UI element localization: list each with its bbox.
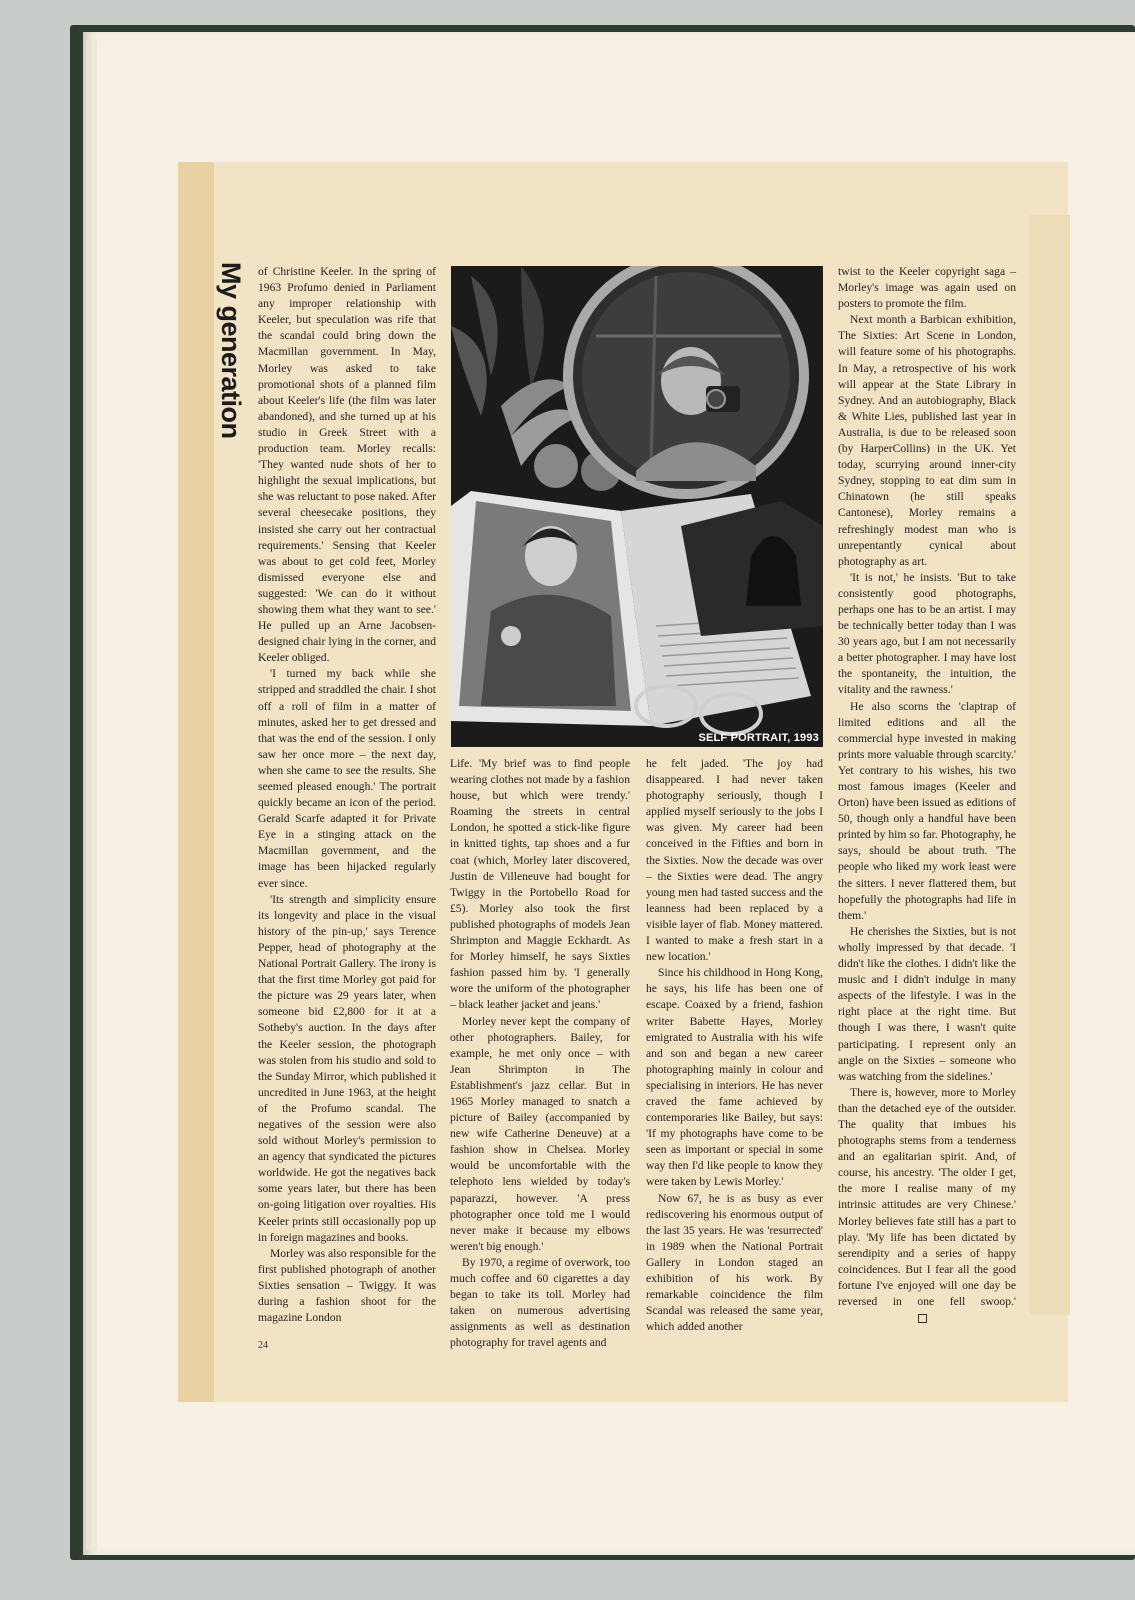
page-edge [94, 40, 97, 1550]
paragraph: By 1970, a regime of overwork, too much coffee and 60 cigarettes a day began to take its toll. Morley had taken on numerous advertising assignments as well as destination photography for travel agents and [450, 1255, 630, 1350]
photo-illustration [451, 266, 823, 747]
paragraph: He also scorns the 'claptrap of limited editions and all the commercial hype invested in making prints more valuable through scarcity.' Yet contrary to his wishes, his two most famous images (Keeler and Orton) have been issued as editions of 50, though only a handful have been printed by him so far. Photography, he says, should be about truth. 'The people who liked my work least were the sitters. I never flattered them, but hopefully the photographs had life in them.' [838, 699, 1016, 922]
paragraph: Life. 'My brief was to find people wearing clothes not made by a fashion house, but which were trendy.' Roaming the streets in central London, he spotted a stick-like figure in knitted tights, tap shoes and a fur coat (which, Morley later discovered, Justin de Villeneuve had bought for Twiggy in the Portobello Road for £5). Morley also took the first published photographs of models Jean Shrimpton and Maggie Eckhardt. As for Morley himself, he says Sixties fashion passed him by. 'I generally wore the uniform of the photographer – black leather jacket and jeans.' [450, 757, 630, 1012]
section-title: My generation [216, 262, 246, 439]
clipping-overlap [1030, 215, 1070, 1315]
paragraph: Morley was also responsible for the first published photograph of another Sixties sensation – Twiggy. It was during a fashion shoot for the magazine London [258, 1246, 436, 1325]
article-column-2 [450, 756, 630, 1351]
article-column-3 [646, 756, 823, 1335]
page-edge [86, 40, 90, 1550]
paragraph: he felt jaded. 'The joy had disappeared. I had never taken photography seriously, though I applied myself seriously to the jobs I was given. My career had been conceived in the Fifties and born in the Sixties. Now the decade was over – the Sixties were dead. The angry young men had tasted success and the leanness had been replaced by a visible layer of flab. Money mattered. I wanted to make a fresh start in a new location.' [646, 757, 823, 964]
self-portrait-photo [451, 266, 823, 747]
paragraph: Next month a Barbican exhibition, The Sixties: Art Scene in London, will feature some of his photographs. In May, a retrospective of his work will appear at the State Library in Sydney. And an autobiography, Black & White Lies, published last year in Australia, is due to be released soon (by HarperCollins) in the UK. Yet today, scurrying around inner-city Sydney, stopping to eat dim sum in Chinatown (he still speaks Cantonese), Morley remains a refreshingly modest man who is unrepentantly cynical about photography as art. [838, 313, 1016, 568]
paragraph: 'Its strength and simplicity ensure its longevity and place in the visual history of the pin-up,' says Terence Pepper, head of photography at the National Portrait Gallery. The irony is that the first time Morley got paid for the picture was 29 years later, when someone bid £2,800 for it at a Sotheby's auction. In the days after the Keeler session, the photograph was stolen from his studio and sold to the Sunday Mirror, which published it uncredited in June 1963, at the height of the Profumo scandal. The negatives of the session were also sold without Morley's permission to an agency that syndicated the pictures worldwide. He got the negatives back some years later, but there has been on-going litigation over royalties. His Keeler prints still occasionally pop up in foreign magazines and books. [258, 892, 436, 1244]
article-column-1 [258, 264, 436, 1326]
paragraph: of Christine Keeler. In the spring of 1963 Profumo denied in Parliament any improper relationship with Keeler, but speculation was rife that the scandal could bring down the Macmillan government. In May, Morley was asked to take promotional shots of a planned film about Keeler's life (the film was later abandoned), and she turned up at his studio in Greek Street with a production team. Morley recalls: 'They wanted nude shots of her to highlight the sexual implications, but she was reluctant to pose naked. After several cheesecake positions, they insisted she carry out her contractual requirements.' Sensing that Keeler was about to get cold feet, Morley dismissed everyone else and suggested: 'We can do it without showing them what they want to see.' He pulled up an Arne Jacobsen-designed chair lying in the corner, and Keeler obliged. [258, 265, 436, 665]
paragraph-text: There is, however, more to Morley than the detached eye of the outsider. The quality that imbues his photographs stems from a tenderness and an egalitarian spirit. And, of course, his ancestry. 'The older I get, the more I realise many of my intrinsic attitudes are very Chinese.' Morley believes fate still has a part to play. 'My life has been dictated by serendipity and a series of happy coincidences. But I fear all the good fortune I've enjoyed will one day be reversed in one fell swoop.' [838, 1085, 1016, 1308]
photo-caption: SELF PORTRAIT, 1993 [698, 732, 819, 744]
article-column-4 [838, 264, 1016, 1326]
paragraph: Now 67, he is as busy as ever rediscovering his enormous output of the last 35 years. He was 'resurrected' in 1989 when the National Portrait Gallery in London staged an exhibition of his work. By remarkable coincidence the film Scandal was released the same year, which added another [646, 1191, 823, 1334]
paragraph: Morley never kept the company of other photographers. Bailey, for example, he met only once – with Jean Shrimpton in The Establishment's jazz cellar. But in 1965 Morley managed to snatch a picture of Bailey (accompanied by new wife Catherine Deneuve) at a fashion show in Chelsea. Morley would be uncomfortable with the telephoto lens wielded by today's paparazzi, however. 'A press photographer once told me I would never make it because my elbows weren't big enough.' [450, 1014, 630, 1253]
paragraph: 'I turned my back while she stripped and straddled the chair. I shot off a roll of film in a matter of minutes, asked her to get dressed and that was the end of the session. I only saw her once more – the next day, when she came to see the results. She seemed pleased enough.' The portrait quickly became an icon of the period. Gerald Scarfe adapted it for Private Eye in a stinging attack on the Macmillan government, and the image has been hijacked regularly ever since. [258, 667, 436, 890]
paragraph [838, 1085, 1016, 1326]
paragraph: twist to the Keeler copyright saga – Morley's image was again used on posters to promote the film. [838, 265, 1016, 311]
paragraph: He cherishes the Sixties, but is not wholly impressed by that decade. 'I didn't like the clothes. I didn't like the music and I didn't indulge in many aspects of the lifestyle. I was in the right place at the right time. But though I was there, I wasn't quite participating. I represent only an angle on the Sixties – someone who was watching from the sidelines.' [838, 924, 1016, 1083]
paragraph: 'It is not,' he insists. 'But to take consistently good photographs, perhaps one has to be an artist. I may be technically better today than I was 30 years ago, but I am not necessarily a better photographer. I may have lost the spontaneity, the intuition, the vitality and the rawness.' [838, 570, 1016, 697]
paragraph: Since his childhood in Hong Kong, he says, his life has been one of escape. Coaxed by a friend, fashion writer Babette Hayes, Morley emigrated to Australia with his wife and son and began a new career photographing mainly in colour and specialising in interiors. He has never craved the fame achieved by contemporaries like Bailey, but says: 'If my photographs have come to be seen as important or special in some way then I'd like people to know they were taken by Lewis Morley.' [646, 966, 823, 1189]
tape-strip [178, 162, 214, 1402]
page-number: 24 [258, 1340, 268, 1351]
end-of-article-icon [918, 1314, 927, 1323]
